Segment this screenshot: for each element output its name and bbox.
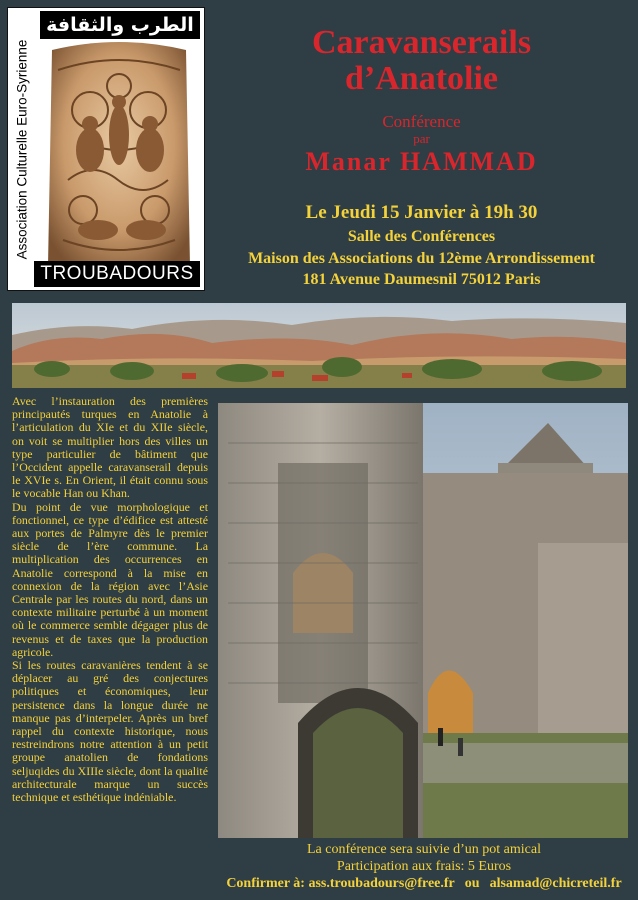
- footer-participation-fee: Participation aux frais: 5 Euros: [336, 859, 512, 874]
- title-line-1: Caravanserails: [311, 24, 532, 61]
- confirm-label: Confirmer à:: [226, 876, 305, 891]
- association-logo: [7, 7, 205, 291]
- footer-confirm-line: [210, 876, 638, 892]
- event-date: Le Jeudi 15 Janvier à 19h 30: [305, 202, 538, 223]
- confirm-email-2[interactable]: alsamad@chicreteil.fr: [489, 876, 622, 891]
- logo-arabic-title: الطرب والثقافة: [40, 11, 200, 39]
- confirm-email-1[interactable]: ass.troubadours@free.fr: [308, 876, 455, 891]
- description-text: [12, 395, 208, 804]
- title-line-2: d’Anatolie: [345, 60, 498, 97]
- event-address: 181 Avenue Daumesnil 75012 Paris: [302, 271, 541, 288]
- description-paragraph-3: Si les routes caravanières tendent à se déplacer au gré des conjectures politiques et économiques, leur persistence dans la longue durée ne manque pas d’interpeler. Après un bref rappel du contexte historique, nous restreindrons notre attention à un petit groupe anatolien de fondations seljuqides du XIIIe siècle, dont la qualité architecturale marque un succès technique et esthétique indéniable.: [12, 658, 208, 805]
- confirm-or: ou: [464, 876, 480, 891]
- logo-troubadours-banner: TROUBADOURS: [34, 261, 200, 287]
- logo-vertical-text-wrap: [10, 38, 34, 260]
- description-paragraph-1: Avec l’instauration des premières principautés turques en Anatolie à l’articulation du XIe et du XIIe siècle, on voit se multiplier hors des villes un type particulier de bâtiment que l’Occident appelle caravanserail depuis le XVIe s. En Orient, il était connu sous le vocable Han ou Khan.: [12, 394, 208, 501]
- speaker-name: Manar HAMMAD: [305, 147, 538, 176]
- conference-label: Conférence: [382, 112, 461, 131]
- par-label: par: [413, 131, 430, 146]
- ivory-carving-image: [38, 40, 200, 266]
- anatolia-panorama-photo: [12, 303, 626, 388]
- description-paragraph-2: Du point de vue morphologique et fonctionnel, ce type d’édifice est attesté aux portes de Palmyre dès le premier siècle de l’ère commune. La multiplication des occurrences en Anatolie correspond à la mise en connexion de la région avec l’Asie Centrale par les routes du nord, dans un contexte militaire perturbé à un moment où le commerce semble dégager plus de revenus et de taxes que la production agricole.: [12, 499, 208, 659]
- event-venue: Maison des Associations du 12ème Arrondissement: [248, 250, 595, 267]
- caravanserail-portal-photo: [218, 403, 628, 838]
- event-hall: Salle des Conférences: [347, 228, 496, 245]
- logo-vertical-text: Association Culturelle Euro-Syrienne: [14, 39, 30, 259]
- footer-reception-note: La conférence sera suivie d’un pot amical: [306, 842, 541, 857]
